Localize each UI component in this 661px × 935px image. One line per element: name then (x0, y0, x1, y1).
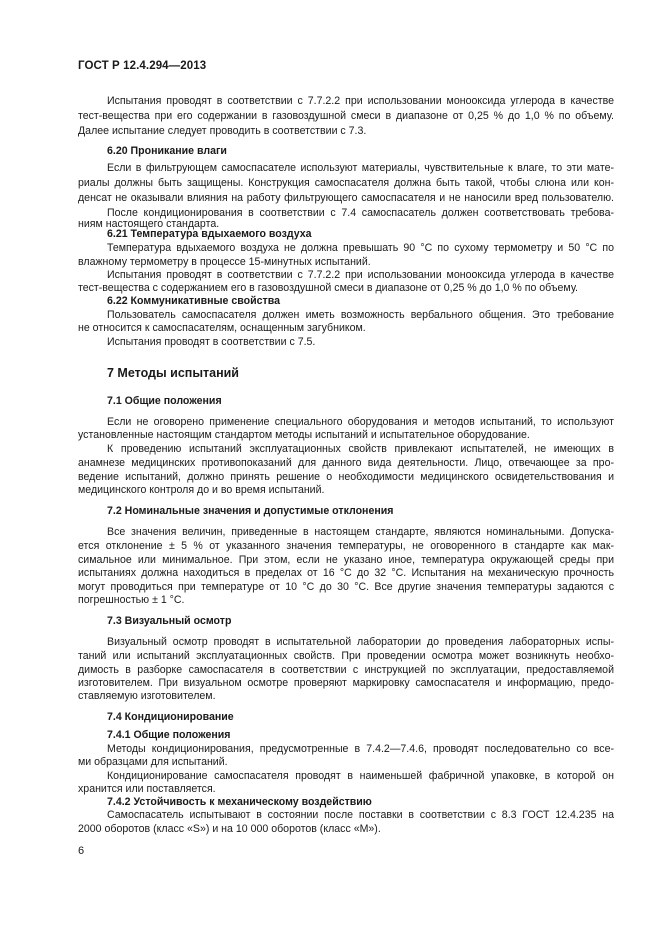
section-heading-7-4-1: 7.4.1 Общие положения (107, 729, 231, 741)
text-line: изготовителем. При визуальном осмотре проверяют маркировку самоспасателя и информацию, предо- (78, 677, 614, 689)
section-heading-7: 7 Методы испытаний (107, 366, 239, 380)
section-heading-7-3: 7.3 Визуальный осмотр (107, 615, 232, 627)
text-line: тест-вещества при его содержании в газовоздушной смеси в диапазоне от 0,25 % до 1,0 % по объему. (78, 110, 614, 122)
text-line: Испытания проводят в соответствии с 7.7.2.2 при использовании монооксида углерода в качестве (107, 95, 614, 107)
text-line: погрешностью ± 1 °С. (78, 594, 185, 606)
text-line: Кондиционирование самоспасателя проводят в наименьшей фабричной упаковке, в которой он (107, 770, 614, 782)
text-line: хранится или поставляется. (78, 783, 216, 795)
text-line: тест-вещества с содержанием его в газовоздушной смеси в диапазоне от 0,25 % до 1,0 % по объему. (78, 282, 578, 294)
text-line: симальное или минимальное. При этом, если не указано иное, температура окружающей среды при (78, 554, 614, 566)
section-heading-6-20: 6.20 Проникание влаги (107, 145, 227, 157)
section-heading-7-4: 7.4 Кондиционирование (107, 711, 234, 723)
text-line: ми образцами для испытаний. (78, 756, 228, 768)
section-heading-7-1: 7.1 Общие положения (107, 395, 222, 407)
section-heading-7-2: 7.2 Номинальные значения и допустимые отклонения (107, 505, 394, 517)
section-heading-6-22: 6.22 Коммуникативные свойства (107, 295, 280, 307)
text-line: После кондиционирования в соответствии с 7.4 самоспасатель должен соответствовать требова- (107, 207, 614, 219)
text-line: ется отклонение ± 5 % от указанного значения температуры, не оговоренного в стандарте как мак- (78, 540, 614, 552)
text-line: Испытания проводят в соответствии с 7.7.2.2 при использовании монооксида углерода в качестве (107, 269, 614, 281)
text-line: ведение испытаний, должно принять решение о необходимости медицинского освидетельствования и (78, 471, 614, 483)
text-line: ставляемую изготовителем. (78, 690, 216, 702)
text-line: Самоспасатель испытывают в состоянии после поставки в соответствии с 8.3 ГОСТ 12.4.235 на (107, 809, 614, 821)
text-line: Далее испытание следует проводить в соответствии с 7.3. (78, 125, 367, 137)
text-line: анамнезе медицинских противопоказаний для данного вида деятельности. Лицо, отвечающее за про- (78, 457, 614, 469)
text-line: Методы кондиционирования, предусмотренные в 7.4.2—7.4.6, проводят последовательно со все- (107, 743, 614, 755)
text-line: ниям настоящего стандарта. (78, 218, 220, 230)
text-line: 2000 оборотов (класс «S») и на 10 000 оборотов (класс «М»). (78, 823, 381, 835)
text-line: риалы должны быть защищены. Конструкция самоспасателя должна быть такой, чтобы слюна или кон- (78, 177, 614, 189)
text-line: Температура вдыхаемого воздуха не должна превышать 90 °С по сухому термометру и 50 °С по (107, 242, 614, 254)
text-line: испытаниях должна находиться в пределах от 16 °С до 32 °С. Испытания на механическую прочность (78, 567, 614, 579)
text-line: Все значения величин, приведенные в настоящем стандарте, являются номинальными. Допуска- (107, 526, 614, 538)
text-line: таний или испытаний эксплуатационных свойств. При проведении осмотра может возникнуть необхо- (78, 650, 614, 662)
text-line: К проведению испытаний эксплуатационных свойств привлекают испытателей, не имеющих в (107, 443, 614, 455)
page-number: 6 (78, 845, 85, 857)
section-heading-7-4-2: 7.4.2 Устойчивость к механическому воздействию (107, 796, 372, 808)
document-header: ГОСТ Р 12.4.294—2013 (78, 60, 207, 72)
section-heading-6-21: 6.21 Температура вдыхаемого воздуха (107, 228, 312, 240)
text-line: денсат не оказывали влияния на работу фильтрующего самоспасателя и не наносили вред пользователю. (78, 192, 614, 204)
text-line: Пользователь самоспасателя должен иметь возможность вербального общения. Это требование (107, 309, 614, 321)
text-line: Визуальный осмотр проводят в испытательной лаборатории до проведения лабораторных испы- (107, 636, 614, 648)
text-line: влажному термометру в процессе 15-минутных испытаний. (78, 256, 371, 268)
text-line: не относится к самоспасателям, оснащенным загубником. (78, 322, 366, 334)
text-line: Если не оговорено применение специального оборудования и методов испытаний, то используют (107, 416, 614, 428)
text-line: медицинского контроля до и во время испытаний. (78, 484, 325, 496)
text-line: Испытания проводят в соответствии с 7.5. (107, 336, 316, 348)
text-line: димость в разборке самоспасателя в соответствии с инструкцией по эксплуатации, предоставляемой (78, 664, 614, 676)
text-line: установленные настоящим стандартом методы испытаний и испытательное оборудование. (78, 429, 530, 441)
text-line: могут проводиться при температуре от 10 °С до 30 °С. Все другие значения температуры задаются с (78, 581, 614, 593)
text-line: Если в фильтрующем самоспасателе используют материалы, чувствительные к влаге, то эти мате- (107, 162, 614, 174)
